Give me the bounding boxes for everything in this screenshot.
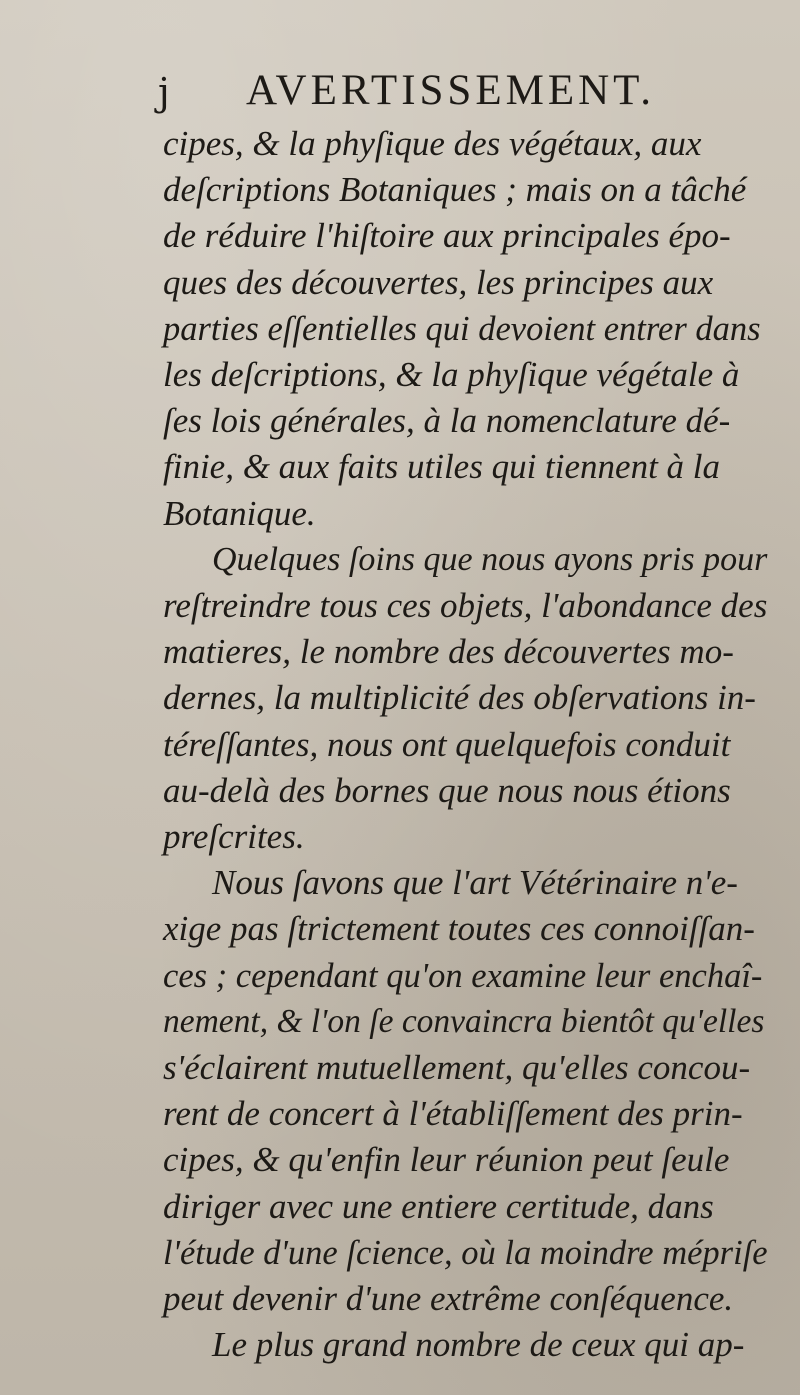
- page-number: j: [158, 70, 171, 114]
- text-line: s'éclairent mutuellement, qu'elles concou-: [163, 1048, 751, 1087]
- text-line: preſcrites.: [163, 817, 305, 856]
- text-line: l'étude d'une ſcience, où la moindre mépriſe: [163, 1233, 768, 1272]
- text-line: peut devenir d'une extrême conſéquence.: [163, 1279, 734, 1318]
- text-line: de réduire l'hiſtoire aux principales épo-: [163, 216, 731, 256]
- text-line: Nous ſavons que l'art Vétérinaire n'e-: [212, 863, 738, 903]
- text-line: Le plus grand nombre de ceux qui ap-: [212, 1325, 745, 1365]
- text-line: deſcriptions Botaniques ; mais on a tâché: [163, 170, 747, 210]
- text-line: ques des découvertes, les principes aux: [163, 262, 714, 302]
- text-line: reſtreindre tous ces objets, l'abondance des: [163, 586, 768, 625]
- text-line: les deſcriptions, & la phyſique végétale à: [163, 355, 740, 394]
- text-line: dernes, la multiplicité des obſervations in-: [163, 678, 756, 718]
- text-line: parties eſſentielles qui devoient entrer dans: [163, 309, 761, 348]
- text-line: rent de concert à l'établiſſement des prin-: [163, 1094, 743, 1134]
- text-line: cipes, & la phyſique des végétaux, aux: [163, 124, 702, 163]
- text-line: téreſſantes, nous ont quelquefois conduit: [163, 724, 731, 764]
- text-line: ces ; cependant qu'on examine leur enchaî-: [163, 956, 763, 995]
- text-line: Quelques ſoins que nous ayons pris pour: [212, 540, 768, 578]
- text-line: finie, & aux faits utiles qui tiennent à la: [163, 447, 721, 487]
- text-line: ſes lois générales, à la nomenclature dé-: [163, 401, 731, 441]
- text-line: nement, & l'on ſe convaincra bientôt qu'elles: [163, 1002, 765, 1040]
- text-line: Botanique.: [163, 493, 316, 533]
- text-line: matieres, le nombre des découvertes mo-: [163, 632, 734, 672]
- text-line: xige pas ſtrictement toutes ces connoiſſan-: [163, 909, 755, 949]
- text-line: diriger avec une entiere certitude, dans: [163, 1186, 714, 1226]
- running-title: AVERTISSEMENT.: [246, 67, 655, 114]
- text-line: au-delà des bornes que nous nous étions: [163, 770, 731, 810]
- text-line: cipes, & qu'enfin leur réunion peut ſeule: [163, 1140, 730, 1180]
